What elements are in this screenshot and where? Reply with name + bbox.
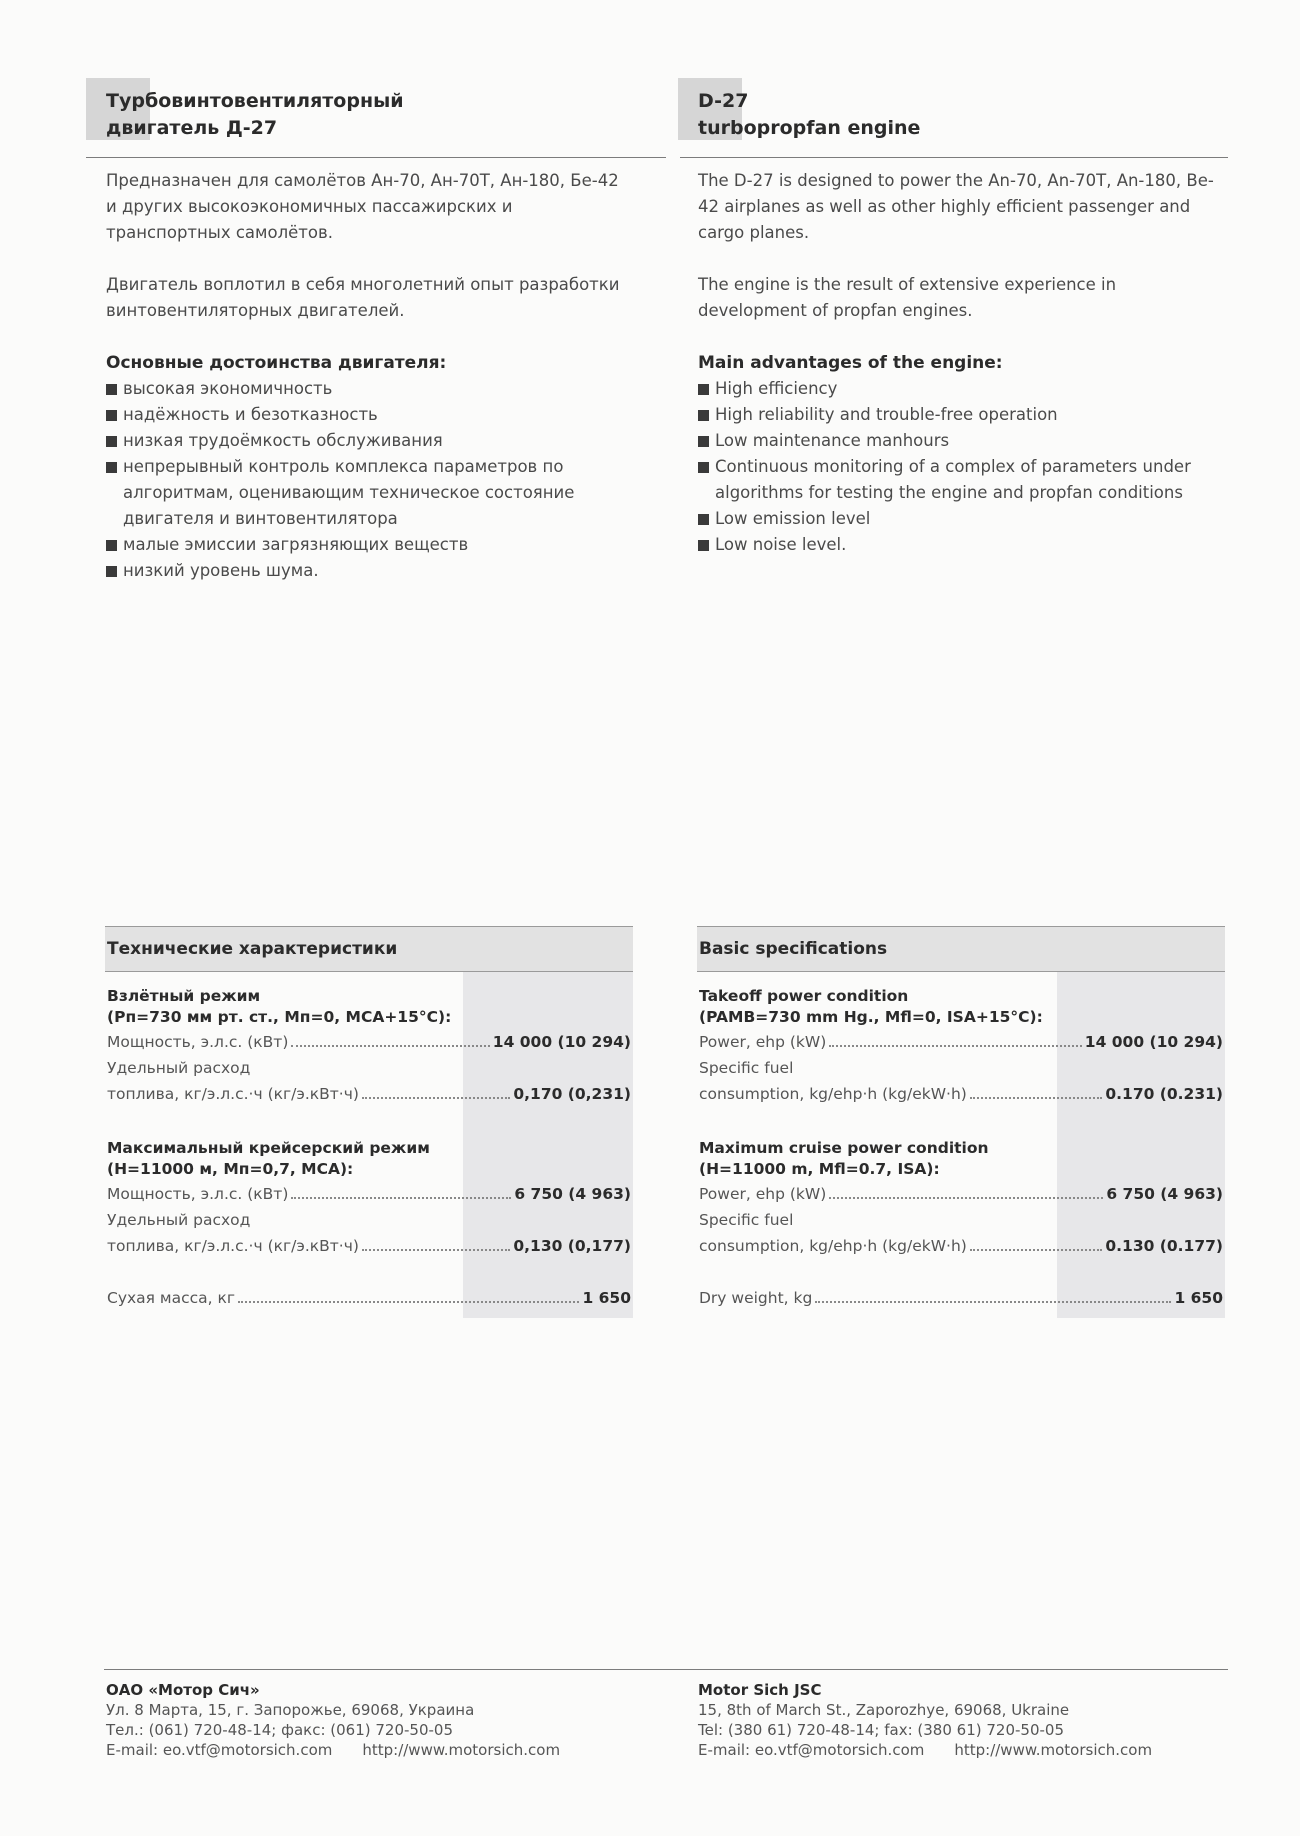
advantages-heading: Main advantages of the engine: bbox=[698, 353, 1003, 373]
takeoff-condition bbox=[699, 986, 1043, 1028]
company-phone: Тел.: (061) 720-48-14; факс: (061) 720-50-05 bbox=[106, 1721, 453, 1739]
takeoff-sfc-label: Удельный расход bbox=[107, 1059, 251, 1077]
list-item: надёжность и безотказность bbox=[106, 402, 626, 428]
company-website[interactable]: http://www.motorsich.com bbox=[362, 1741, 561, 1759]
list-item: низкий уровень шума. bbox=[106, 558, 626, 584]
page-title-en bbox=[698, 88, 1258, 142]
spec-heading: Basic specifications bbox=[699, 939, 888, 959]
title-line-1: D-27 bbox=[698, 90, 749, 112]
intro-section-en bbox=[698, 168, 1218, 558]
dot-leader bbox=[829, 1197, 1103, 1199]
takeoff-sfc-row bbox=[699, 1084, 1223, 1104]
takeoff-condition bbox=[107, 986, 451, 1028]
row-value: 0.170 (0.231) bbox=[1105, 1085, 1223, 1103]
value-column-shade bbox=[463, 972, 633, 1318]
title-line-2: turbopropfan engine bbox=[698, 117, 921, 139]
dot-leader bbox=[362, 1249, 510, 1251]
row-value: 1 650 bbox=[582, 1289, 631, 1307]
title-block-ru bbox=[106, 78, 666, 142]
row-label: Мощность, э.л.с. (кВт) bbox=[107, 1185, 289, 1203]
row-value: 1 650 bbox=[1174, 1289, 1223, 1307]
list-item: High reliability and trouble-free operation bbox=[698, 402, 1218, 428]
list-item: непрерывный контроль комплекса параметров по алгоритмам, оценивающим техническое состояние двигателя и винтовентилятора bbox=[106, 454, 626, 532]
company-phone: Tel: (380 61) 720-48-14; fax: (380 61) 720-50-05 bbox=[698, 1721, 1064, 1739]
row-value: 14 000 (10 294) bbox=[1084, 1033, 1223, 1051]
contact-line bbox=[106, 1740, 626, 1760]
row-label: Dry weight, kg bbox=[699, 1289, 813, 1307]
title-line-2: двигатель Д-27 bbox=[106, 117, 278, 139]
row-value: 6 750 (4 963) bbox=[1106, 1185, 1223, 1203]
row-label: топлива, кг/э.л.с.·ч (кг/э.кВт·ч) bbox=[107, 1085, 359, 1103]
condition-params: (H=11000 m, Mfl=0.7, ISA): bbox=[699, 1160, 940, 1178]
intro-paragraph-2: The engine is the result of extensive experience in development of propfan engines. bbox=[698, 275, 1117, 320]
list-item: высокая экономичность bbox=[106, 376, 626, 402]
list-item: High efficiency bbox=[698, 376, 1218, 402]
condition-params: (H=11000 м, Mп=0,7, MCA): bbox=[107, 1160, 354, 1178]
condition-title: Взлётный режим bbox=[107, 987, 261, 1005]
dot-leader bbox=[291, 1045, 489, 1047]
row-label: consumption, kg/ehp·h (kg/ekW·h) bbox=[699, 1085, 967, 1103]
spec-header bbox=[105, 926, 633, 972]
cruise-power-row bbox=[107, 1184, 631, 1204]
row-label: Мощность, э.л.с. (кВт) bbox=[107, 1033, 289, 1051]
cruise-sfc-row bbox=[699, 1236, 1223, 1256]
dot-leader bbox=[291, 1197, 511, 1199]
condition-params: (PAMB=730 mm Hg., Mfl=0, ISA+15°C): bbox=[699, 1008, 1043, 1026]
row-value: 6 750 (4 963) bbox=[514, 1185, 631, 1203]
takeoff-sfc-label: Specific fuel bbox=[699, 1059, 794, 1077]
company-address: Ул. 8 Марта, 15, г. Запорожье, 69068, Украина bbox=[106, 1701, 475, 1719]
advantages-heading: Основные достоинства двигателя: bbox=[106, 353, 447, 373]
cruise-condition bbox=[699, 1138, 989, 1180]
dry-weight-row bbox=[699, 1288, 1223, 1308]
condition-title: Maximum cruise power condition bbox=[699, 1139, 989, 1157]
title-divider-en bbox=[680, 157, 1228, 158]
dot-leader bbox=[970, 1097, 1103, 1099]
company-email[interactable]: E-mail: eo.vtf@motorsich.com bbox=[106, 1741, 333, 1759]
row-value: 0,130 (0,177) bbox=[513, 1237, 631, 1255]
spec-heading: Технические характеристики bbox=[107, 939, 398, 959]
dot-leader bbox=[362, 1097, 510, 1099]
spec-table-en bbox=[697, 926, 1225, 1318]
intro-paragraph-1: The D-27 is designed to power the An-70, An-70T, An-180, Be-42 airplanes as well as other highly efficient passenger and cargo planes. bbox=[698, 171, 1214, 242]
footer-contacts-en bbox=[698, 1680, 1218, 1760]
condition-title: Максимальный крейсерский режим bbox=[107, 1139, 430, 1157]
page-title-ru bbox=[106, 88, 666, 142]
spec-header bbox=[697, 926, 1225, 972]
row-value: 0,170 (0,231) bbox=[513, 1085, 631, 1103]
list-item: Continuous monitoring of a complex of parameters under algorithms for testing the engine and propfan conditions bbox=[698, 454, 1218, 506]
condition-title: Takeoff power condition bbox=[699, 987, 909, 1005]
row-label: consumption, kg/ehp·h (kg/ekW·h) bbox=[699, 1237, 967, 1255]
footer-divider bbox=[104, 1669, 1228, 1670]
title-block-en bbox=[698, 78, 1258, 142]
spec-table-ru bbox=[105, 926, 633, 1318]
dot-leader bbox=[970, 1249, 1103, 1251]
list-item: Low noise level. bbox=[698, 532, 1218, 558]
row-value: 0.130 (0.177) bbox=[1105, 1237, 1223, 1255]
dot-leader bbox=[238, 1301, 579, 1303]
intro-paragraph-1: Предназначен для самолётов Ан-70, Ан-70Т, Ан-180, Бе-42 и других высокоэкономичных пассажирских и транспортных самолётов. bbox=[106, 171, 619, 242]
company-email[interactable]: E-mail: eo.vtf@motorsich.com bbox=[698, 1741, 925, 1759]
cruise-sfc-row bbox=[107, 1236, 631, 1256]
company-website[interactable]: http://www.motorsich.com bbox=[954, 1741, 1153, 1759]
cruise-power-row bbox=[699, 1184, 1223, 1204]
condition-params: (Pп=730 мм рт. ст., Mп=0, MCA+15°C): bbox=[107, 1008, 452, 1026]
company-address: 15, 8th of March St., Zaporozhye, 69068, Ukraine bbox=[698, 1701, 1070, 1719]
row-label: топлива, кг/э.л.с.·ч (кг/э.кВт·ч) bbox=[107, 1237, 359, 1255]
row-label: Power, ehp (kW) bbox=[699, 1033, 827, 1051]
list-item: низкая трудоёмкость обслуживания bbox=[106, 428, 626, 454]
list-item: малые эмиссии загрязняющих веществ bbox=[106, 532, 626, 558]
title-divider-ru bbox=[86, 157, 666, 158]
cruise-sfc-label: Specific fuel bbox=[699, 1211, 794, 1229]
intro-paragraph-2: Двигатель воплотил в себя многолетний опыт разработки винтовентиляторных двигателей. bbox=[106, 275, 620, 320]
advantages-list bbox=[106, 376, 626, 584]
takeoff-power-row bbox=[107, 1032, 631, 1052]
dot-leader bbox=[815, 1301, 1171, 1303]
intro-section-ru bbox=[106, 168, 626, 584]
dot-leader bbox=[829, 1045, 1082, 1047]
takeoff-sfc-row bbox=[107, 1084, 631, 1104]
cruise-condition bbox=[107, 1138, 430, 1180]
dry-weight-row bbox=[107, 1288, 631, 1308]
list-item: Low emission level bbox=[698, 506, 1218, 532]
value-column-shade bbox=[1057, 972, 1225, 1318]
contact-line bbox=[698, 1740, 1218, 1760]
footer-contacts-ru bbox=[106, 1680, 626, 1760]
takeoff-power-row bbox=[699, 1032, 1223, 1052]
list-item: Low maintenance manhours bbox=[698, 428, 1218, 454]
company-name: ОАО «Мотор Сич» bbox=[106, 1681, 260, 1699]
advantages-list bbox=[698, 376, 1218, 558]
row-value: 14 000 (10 294) bbox=[492, 1033, 631, 1051]
company-name: Motor Sich JSC bbox=[698, 1681, 822, 1699]
title-line-1: Турбовинтовентиляторный bbox=[106, 90, 404, 112]
row-label: Power, ehp (kW) bbox=[699, 1185, 827, 1203]
cruise-sfc-label: Удельный расход bbox=[107, 1211, 251, 1229]
row-label: Сухая масса, кг bbox=[107, 1289, 236, 1307]
